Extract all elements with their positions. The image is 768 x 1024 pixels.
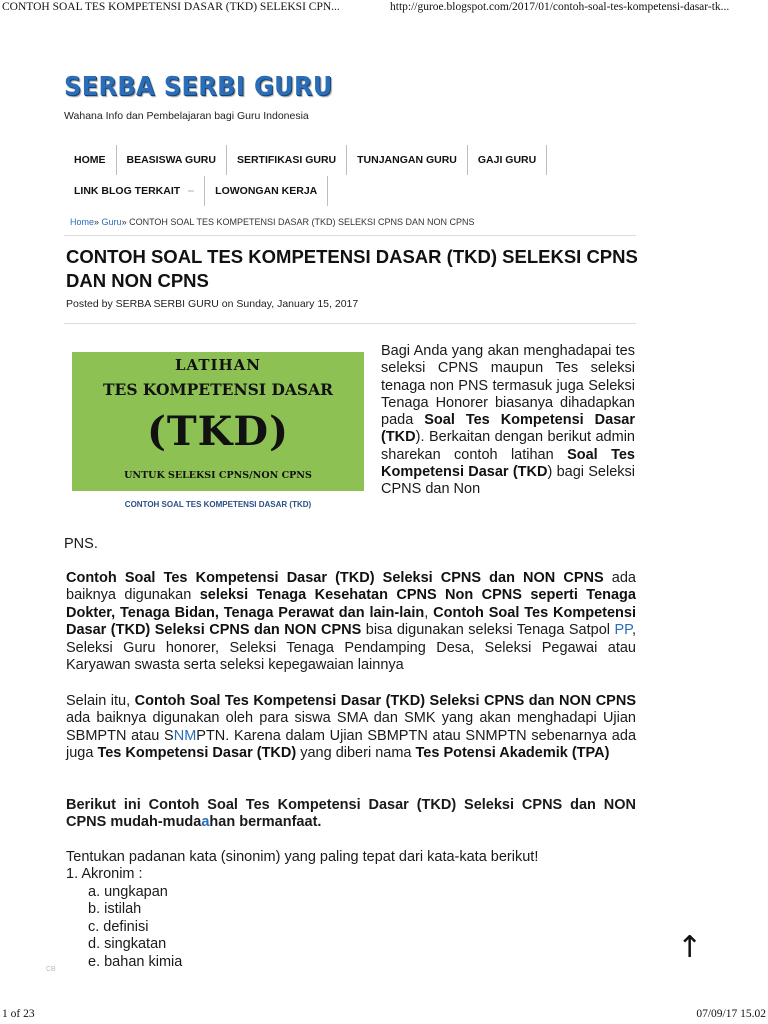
- text: ) bagi Seleksi CPNS dan Non: [381, 464, 635, 498]
- nav-tunjangan-guru[interactable]: TUNJANGAN GURU: [347, 145, 468, 175]
- text: ,: [424, 604, 434, 621]
- image-text-subtitle: TES KOMPETENSI DASAR: [102, 380, 334, 399]
- answer-option: a. ungkapan: [88, 883, 168, 900]
- text: ada baiknya digunakan: [66, 570, 636, 604]
- image-text-tkd: (TKD): [146, 408, 290, 455]
- bold-text: Tes Potensi Akademik (TPA): [415, 745, 610, 762]
- bold-text: seleksi Tenaga Kesehatan CPNS Non CPNS seperti Tenaga Dokter, Tenaga Bidan, Tenaga Perawat dan lain-lain: [66, 587, 636, 621]
- answer-option: e. bahan kimia: [88, 953, 183, 970]
- text: yang diberi nama: [296, 745, 416, 762]
- nav-beasiswa-guru[interactable]: BEASISWA GURU: [117, 145, 227, 175]
- breadcrumb-separator: »: [121, 217, 127, 227]
- breadcrumb-current: CONTOH SOAL TES KOMPETENSI DASAR (TKD) SELEKSI CPNS DAN NON CPNS: [129, 217, 475, 227]
- breadcrumb-home[interactable]: Home: [70, 217, 95, 227]
- inline-link-a[interactable]: a: [201, 814, 210, 831]
- text: Selain itu,: [66, 693, 135, 709]
- main-nav: [64, 145, 547, 175]
- bold-text: Soal Tes Kompetensi Dasar (TKD: [381, 412, 635, 446]
- answer-option: b. istilah: [88, 901, 142, 918]
- print-footer: [0, 1006, 768, 1024]
- nav-gaji-guru[interactable]: GAJI GURU: [468, 145, 547, 175]
- divider: [64, 323, 636, 324]
- nav-lowongan-kerja[interactable]: LOWONGAN KERJA: [205, 176, 328, 206]
- bold-text: Contoh Soal Tes Kompetensi Dasar (TKD) Seleksi CPNS dan NON CPNS: [134, 693, 636, 709]
- post-image[interactable]: [72, 352, 364, 491]
- intro-paragraph-end: PNS.: [64, 536, 98, 552]
- answer-option: d. singkatan: [88, 936, 167, 953]
- breadcrumb-separator: »: [94, 217, 100, 227]
- text: , Seleksi Guru honorer, Seleksi Tenaga Pendamping Desa, Seleksi Pegawai atau Karyawan swasta serta seleksi kepegawaian lainnya: [66, 622, 636, 674]
- print-page-title: CONTOH SOAL TES KOMPETENSI DASAR (TKD) SELEKSI CPN...: [2, 1, 340, 13]
- text: Berikut ini Contoh Soal Tes Kompetensi Dasar (TKD) Seleksi CPNS dan NON CPNS mudah-muda: [66, 797, 636, 831]
- paragraph-usage: [66, 570, 636, 674]
- blog-description: Wahana Info dan Pembelajaran bagi Guru Indonesia: [64, 110, 309, 122]
- post-figure: [72, 352, 364, 509]
- question-instructions: Tentukan padanan kata (sinonim) yang paling tepat dari kata-kata berikut!: [66, 849, 539, 865]
- post-title: CONTOH SOAL TES KOMPETENSI DASAR (TKD) SELEKSI CPNS DAN NON CPNS: [66, 246, 638, 291]
- nav-sertifikasi-guru[interactable]: SERTIFIKASI GURU: [227, 145, 347, 175]
- text: bisa digunakan seleksi Tenaga Satpol: [361, 622, 615, 639]
- bold-text: Soal Tes Kompetensi Dasar (TKD: [381, 446, 635, 481]
- text: ). Berkaitan dengan berikut admin sharekan contoh latihan: [381, 429, 635, 463]
- image-caption: CONTOH SOAL TES KOMPETENSI DASAR (TKD): [124, 500, 312, 509]
- breadcrumb-guru[interactable]: Guru: [101, 217, 122, 227]
- text: PTN. Karena dalam Ujian SBMPTN atau SNMPTN sebenarnya ada juga: [66, 727, 637, 762]
- nav-link-blog-terkait[interactable]: LINK BLOG TERKAIT: [64, 176, 205, 206]
- nav-home[interactable]: HOME: [64, 145, 117, 175]
- divider: [64, 235, 636, 236]
- breadcrumb: [70, 217, 475, 227]
- question-1: [66, 866, 182, 972]
- print-header: [0, 0, 768, 16]
- print-page-url: http://guroe.blogspot.com/2017/01/contoh-soal-tes-kompetensi-dasar-tk...: [390, 1, 730, 13]
- bold-text: Contoh Soal Tes Kompetensi Dasar (TKD) Seleksi CPNS dan NON CPNS: [66, 570, 604, 586]
- inline-link-pp[interactable]: PP: [614, 622, 632, 639]
- inline-link-nm[interactable]: NM: [173, 727, 197, 744]
- question-stem: 1. Akronim :: [66, 866, 143, 882]
- bold-text: Tes Kompetensi Dasar (TKD): [97, 745, 297, 762]
- paragraph-students: [66, 693, 636, 763]
- up-arrow-icon[interactable]: ↑: [677, 930, 703, 965]
- paragraph-heading: [66, 797, 636, 832]
- image-text-latihan: LATIHAN: [174, 356, 262, 374]
- print-datetime: 07/09/17 15.02: [696, 1008, 766, 1020]
- watermark: CB: [46, 966, 56, 973]
- intro-paragraph: [381, 343, 635, 499]
- print-page-number: 1 of 23: [2, 1008, 35, 1020]
- post-meta: Posted by SERBA SERBI GURU on Sunday, January 15, 2017: [66, 298, 359, 310]
- text: ada baiknya digunakan oleh para siswa SMA dan SMK yang akan menghadapi Ujian SBMPTN atau S: [66, 710, 636, 744]
- text: han bermanfaat.: [209, 814, 322, 831]
- image-text-footer: UNTUK SELEKSI CPNS/NON CPNS: [124, 470, 312, 481]
- answer-option: c. definisi: [88, 918, 149, 935]
- blog-title[interactable]: SERBA SERBI GURU: [64, 72, 333, 102]
- bold-text: Contoh Soal Tes Kompetensi Dasar (TKD) Seleksi CPNS dan NON CPNS: [66, 604, 636, 639]
- main-nav-row-2: [64, 176, 328, 206]
- text: Bagi Anda yang akan menghadapai tes seleksi CPNS maupun Tes seleksi tenaga non PNS termasuk juga Seleksi Tenaga Honorer biasanya dihadapkan pada: [381, 343, 635, 429]
